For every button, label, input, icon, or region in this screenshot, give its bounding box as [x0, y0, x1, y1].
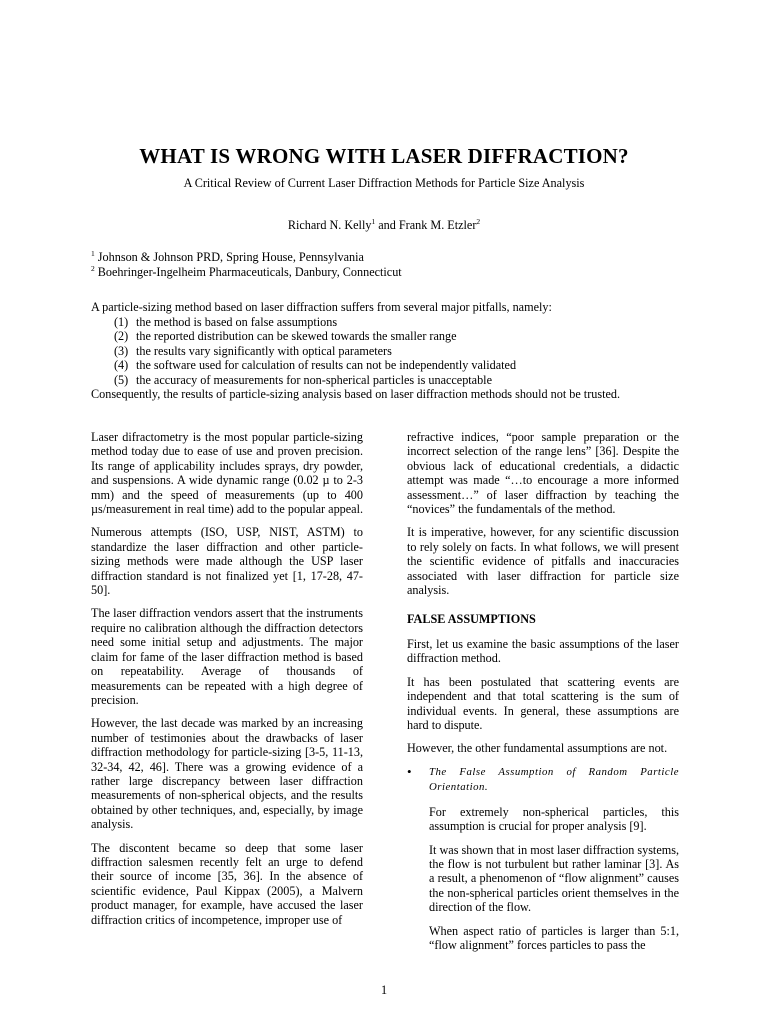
- page-number: 1: [380, 983, 388, 997]
- author-affil-mark: 2: [476, 216, 481, 226]
- author-affil-mark: 1: [371, 216, 376, 226]
- abstract-item: [91, 358, 691, 373]
- body-paragraph: refractive indices, “poor sample preparation or the incorrect selection of the range lens” [36]. Despite the obvious lack of educational credentials, a didactic attempt was made “…to encourage a more informed assessment…” of laser diffraction by teaching the “novices” the fundamentals of the method.: [407, 430, 679, 517]
- item-number: (3): [114, 343, 129, 358]
- item-number: (2): [114, 329, 129, 343]
- body-paragraph: It has been postulated that scattering events are independent and that total scattering is the sum of individual events. In general, these assumptions are hard to dispute.: [407, 674, 679, 732]
- body-paragraph: The laser diffraction vendors assert that the instruments require no calibration although the diffraction detectors need some initial setup and adjustments. The major claim for fame of the laser diffraction method is based on repeatability. Average of thousands of measurements can be repeated with a high degree of precision.: [91, 606, 363, 707]
- abstract-item: [91, 373, 691, 388]
- left-column: [91, 430, 363, 936]
- item-text: the software used for calculation of results can not be independently validated: [136, 358, 517, 372]
- affiliation-mark: 1: [91, 248, 95, 258]
- affiliation-mark: 2: [91, 263, 95, 273]
- body-paragraph: First, let us examine the basic assumptions of the laser diffraction method.: [407, 636, 679, 666]
- section-heading: FALSE ASSUMPTIONS: [407, 612, 536, 627]
- body-paragraph: However, the other fundamental assumptions are not.: [407, 741, 668, 756]
- item-text: the reported distribution can be skewed towards the smaller range: [136, 329, 457, 343]
- paper-title: WHAT IS WRONG WITH LASER DIFFRACTION?: [139, 144, 629, 168]
- abstract-intro: A particle-sizing method based on laser diffraction suffers from several major pitfalls, namely:: [91, 300, 552, 314]
- body-paragraph: For extremely non-spherical particles, this assumption is crucial for proper analysis [9].: [429, 804, 679, 834]
- abstract-item: [91, 329, 691, 344]
- right-column: [407, 430, 679, 961]
- bullet-icon: •: [407, 763, 412, 779]
- body-paragraph: The discontent became so deep that some laser diffraction salesmen recently felt an urge to defend their source of income [35, 36]. In the absence of scientific evidence, Paul Kippax (2005), a Malvern product manager, for example, have accused the laser diffraction critics of incompetence, improper use of: [91, 840, 363, 927]
- item-text: the results vary significantly with optical parameters: [136, 343, 392, 358]
- body-paragraph: When aspect ratio of particles is larger than 5:1, “flow alignment” forces particles to pass the: [429, 923, 679, 952]
- item-number: (5): [114, 372, 129, 387]
- body-paragraph: However, the last decade was marked by an increasing number of testimonies about the drawbacks of laser diffraction methodology for particle-sizing [3-5, 11-13, 32-34, 42, 46]. There was a growing evidence of a rather large discrepancy between laser diffraction measurements of non-spherical objects, and the results obtained by other techniques, and, especially, by image analysis.: [91, 716, 363, 832]
- abstract: [91, 300, 691, 402]
- author-name: Richard N. Kelly: [287, 218, 372, 232]
- body-paragraph: It is imperative, however, for any scientific discussion to rely solely on facts. In what follows, we will present the scientific evidence of pitfalls and inaccuracies associated with laser diffraction for particle size analysis.: [407, 525, 679, 598]
- abstract-item: [91, 315, 691, 330]
- author-line: [0, 218, 768, 233]
- bullet-text: The False Assumption of Random Particle Orientation.: [429, 765, 679, 793]
- author-conjunction: and: [375, 218, 399, 232]
- affiliation-text: Boehringer-Ingelheim Pharmaceuticals, Danbury, Connecticut: [94, 265, 402, 279]
- item-number: (1): [114, 314, 129, 329]
- author-name: Frank M. Etzler: [398, 218, 477, 232]
- item-text: the accuracy of measurements for non-spherical particles is unacceptable: [136, 372, 492, 387]
- body-paragraph: Laser difractometry is the most popular particle-sizing method today due to ease of use and proven precision. Its range of applicability includes sprays, dry powder, and suspensions. A wide dynamic range (0.02 µ to 2-3 mm) and the speed of measurements (up to 400 µs/measurement in real time) add to the popular appeal.: [91, 430, 364, 517]
- abstract-item: [91, 344, 691, 359]
- abstract-conclusion: Consequently, the results of particle-sizing analysis based on laser diffraction methods should not be trusted.: [91, 387, 621, 401]
- item-number: (4): [114, 358, 129, 372]
- body-paragraph: It was shown that in most laser diffraction systems, the flow is not turbulent but rather laminar [3]. As a result, a phenomenon of “flow alignment” causes the non-spherical particles orient themselves in the direction of the flow.: [429, 842, 679, 915]
- bullet-item: [407, 765, 679, 795]
- paper-subtitle: A Critical Review of Current Laser Diffraction Methods for Particle Size Analysis: [183, 176, 585, 190]
- item-text: the method is based on false assumptions: [136, 314, 338, 329]
- affiliation: [91, 250, 402, 265]
- affiliation: [91, 265, 402, 280]
- affiliation-text: Johnson & Johnson PRD, Spring House, Pennsylvania: [94, 250, 364, 264]
- body-paragraph: Numerous attempts (ISO, USP, NIST, ASTM) to standardize the laser diffraction and other particle-sizing methods were made although the USP laser diffraction standard is not finalized yet [1, 17-28, 47-50].: [91, 525, 363, 598]
- affiliations: [91, 250, 402, 280]
